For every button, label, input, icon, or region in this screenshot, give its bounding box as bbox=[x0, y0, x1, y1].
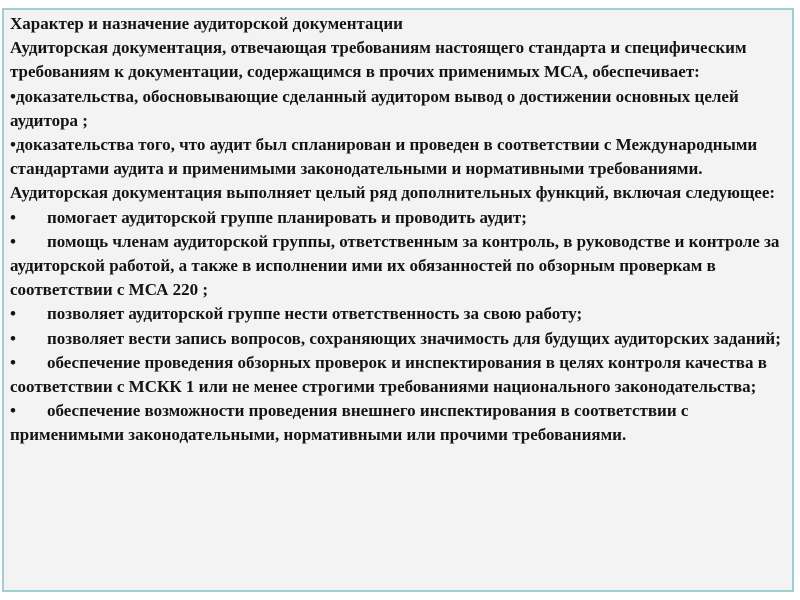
bullet-icon: • bbox=[10, 231, 16, 251]
intro-paragraph: Аудиторская документация, отвечающая требованиям настоящего стандарта и специфическим требованиям к документации, содержащимся в прочих применимых МСА, обеспечивает: bbox=[10, 38, 747, 82]
function-item bbox=[10, 351, 786, 399]
function-text: позволяет вести запись вопросов, сохраняющих значимость для будущих аудиторских заданий; bbox=[47, 328, 781, 348]
function-text: обеспечение возможности проведения внешнего инспектирования в соответствии с применимыми законодательными, нормативными или прочими требованиями. bbox=[10, 401, 689, 445]
functions-intro: Аудиторская документация выполняет целый ряд дополнительных функций, включая следующее: bbox=[10, 183, 776, 203]
evidence-item: •доказательства того, что аудит был спланирован и проведен в соответствии с Международными стандартами аудита и применимыми законодательными и нормативными требованиями. bbox=[10, 135, 758, 179]
function-item bbox=[10, 230, 786, 303]
text-box bbox=[2, 8, 794, 592]
function-item bbox=[10, 327, 786, 351]
function-item bbox=[10, 302, 786, 326]
function-item bbox=[10, 399, 786, 447]
heading: Характер и назначение аудиторской документации bbox=[10, 14, 403, 33]
bullet-icon: • bbox=[10, 352, 16, 372]
evidence-item: •доказательства, обосновывающие сделанный аудитором вывод о достижении основных целей аудитора ; bbox=[10, 86, 739, 130]
function-item bbox=[10, 206, 786, 230]
bullet-icon: • bbox=[10, 207, 16, 227]
function-text: позволяет аудиторской группе нести ответственность за свою работу; bbox=[47, 304, 583, 324]
function-text: обеспечение проведения обзорных проверок и инспектирования в целях контроля качества в соответствии с МСКК 1 или не менее строгими требованиями национального законодательства; bbox=[10, 352, 767, 397]
bullet-icon: • bbox=[10, 401, 16, 421]
function-text: помогает аудиторской группе планировать и проводить аудит; bbox=[47, 207, 527, 227]
bullet-icon: • bbox=[10, 328, 16, 348]
function-text: помощь членам аудиторской группы, ответственным за контроль, в руководстве и контроле за аудиторской работой, а также в исполнении ими их обязанностей по обзорным проверкам в соответствии с МСА 220 ; bbox=[10, 231, 780, 300]
bullet-icon: • bbox=[10, 304, 16, 324]
